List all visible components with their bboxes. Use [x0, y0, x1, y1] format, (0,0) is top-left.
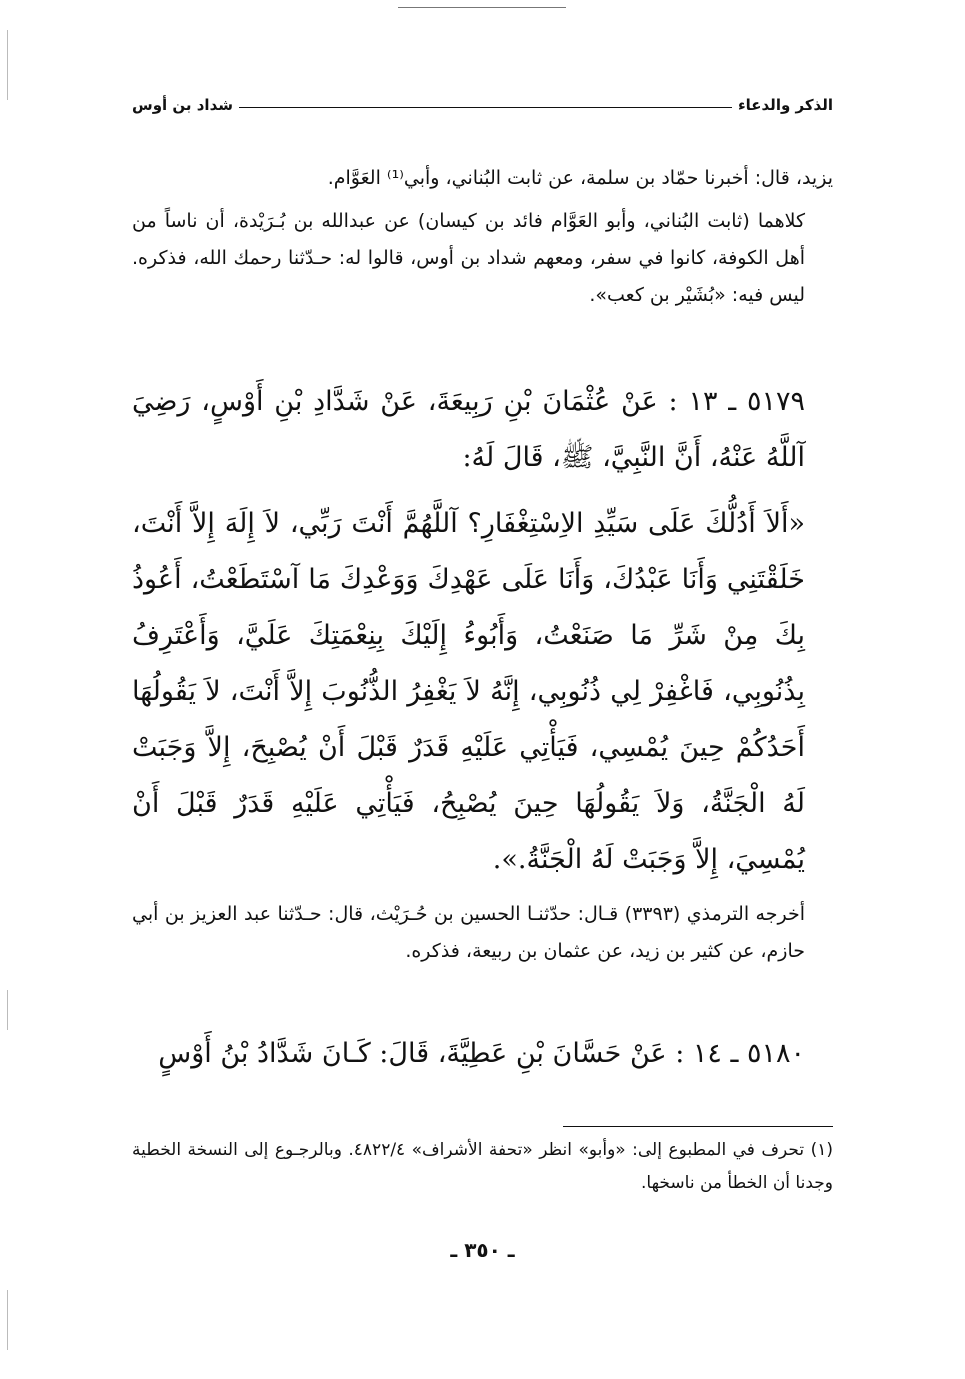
- top-scan-rule: [398, 7, 566, 8]
- header-chapter: الذكر والدعاء: [737, 96, 833, 114]
- intro-paragraph: كلاهما (ثابت البُناني، وأبو العَوَّام فائد بن كيسان) عن عبدالله بن بُـرَيْدة، أن ناساً من أهل الكوفة، كانوا في سفر، ومعهم شداد بن أوس، قالوا له: حـدّثنا رحمك الله، فذكره. ليس فيه: «بُشَيْر بن كعب».: [132, 210, 805, 306]
- hadith-5179-matn: [132, 496, 833, 888]
- hadith-5180-isnad-text: : عَنْ حَسَّانَ بْنِ عَطِيَّةَ، قَالَ: كَـانَ شَدَّادُ بْنُ أَوْسٍ: [158, 1038, 685, 1069]
- intro-section: [132, 160, 833, 314]
- hadith-5179-heading: [132, 374, 833, 486]
- hadith-5180-number: ٥١٨٠ ـ ١٤: [692, 1038, 805, 1069]
- hadith-5179-takhrij: [132, 896, 833, 970]
- hadith-5179-number: ٥١٧٩ ـ ١٣: [688, 386, 805, 417]
- scan-margin-mark: [7, 990, 8, 1030]
- header-section: شداد بن أوس: [132, 96, 233, 114]
- footnote-rule: [563, 1126, 833, 1127]
- hadith-5180: [132, 1026, 833, 1082]
- hadith-5179-takhrij-text: أخرجه الترمذي (٣٣٩٣) قـال: حدّثنـا الحسين بن حُـرَيْث، قال: حـدّثنا عبد العزيز بن أبي حازم، عن كثير بن زيد، عن عثمان بن ربيعة، فذكره.: [132, 903, 805, 962]
- hadith-5180-heading: [132, 1026, 833, 1082]
- hadith-5179-matn-text: «أَلاَ أَدُلُّكَ عَلَى سَيِّدِ الاِسْتِغْفَارِ؟ آللَّهُمَّ أَنْتَ رَبِّي، لاَ إِلَهَ إِلاَّ أَنْتَ، خَلَقْتَنِي وَأَنَا عَبْدُكَ، وَأَنَا عَلَى عَهْدِكَ وَوَعْدِكَ مَا آسْتَطَعْتُ، أَعُوذُ بِكَ مِنْ شَرِّ مَا صَنَعْتُ، وَأَبُوءُ إِلَيْكَ بِنِعْمَتِكَ عَلَيَّ، وَأَعْتَرِفُ بِذُنُوبِي، فَاغْفِرْ لِي ذُنُوبِي، إِنَّهُ لاَ يَغْفِرُ الذُّنُوبَ إِلاَّ أَنْتَ، لاَ يَقُولُهَا أَحَدُكُمْ حِينَ يُمْسِي، فَيَأْتِي عَلَيْهِ قَدَرٌ قَبْلَ أَنْ يُصْبِحَ، إِلاَّ وَجَبَتْ لَهُ الْجَنَّةُ، وَلاَ يَقُولُهَا حِينَ يُصْبِحُ، فَيَأْتِي عَلَيْهِ قَدَرٌ قَبْلَ أَنْ يُمْسِيَ، إِلاَّ وَجَبَتْ لَهُ الْجَنَّةُ.».: [132, 508, 805, 875]
- footnote: [132, 1134, 833, 1200]
- scan-margin-mark: [7, 1290, 8, 1350]
- page-number: ـ ٣٥٠ ـ: [450, 1238, 515, 1262]
- running-header: [132, 86, 833, 114]
- hadith-5179-isnad-text: : عَنْ عُثْمَانَ بْنِ رَبِيعَةَ، عَنْ شَدَّادِ بْنِ أَوْسٍ، رَضِيَ آللَّهُ عَنْهُ، أَنَّ النَّبِيَّ، ﷺ، قَالَ لَهُ:: [132, 386, 805, 473]
- intro-line: يزيد، قال: أخبرنا حمّاد بن سلمة، عن ثابت البُناني، وأبي⁽¹⁾ العَوَّام.: [327, 167, 833, 189]
- hadith-5179-isnad: [132, 374, 833, 486]
- scan-margin-mark: [7, 30, 8, 100]
- header-rule: [239, 107, 732, 108]
- footnote-text: (١) تحرف في المطبوع إلى: «وأبو» انظر «تحفة الأشراف» ٤٨٢٢/٤. وبالرجـوع إلى النسخة الخطية وجدنا أن الخطأ من ناسخها.: [132, 1140, 833, 1193]
